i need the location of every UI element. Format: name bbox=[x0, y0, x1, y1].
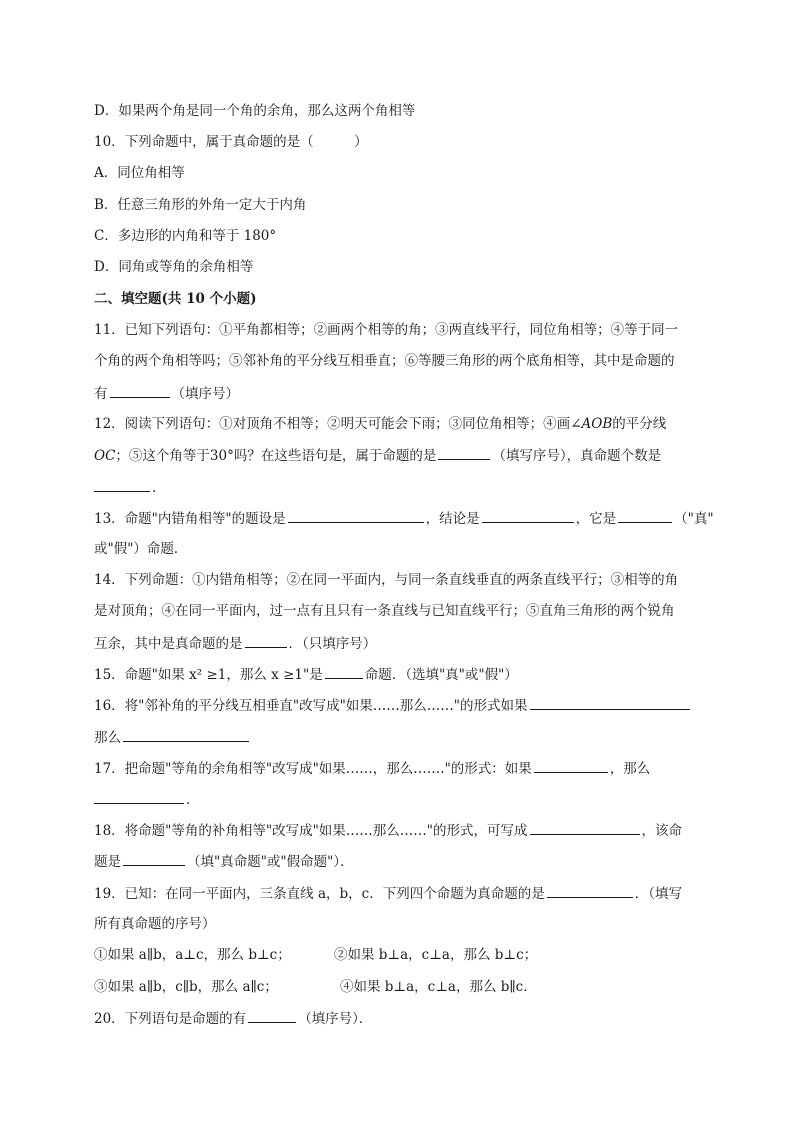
question-12-line-2 bbox=[94, 445, 661, 466]
statement-4: ④如果 b⊥a，c⊥a，那么 b∥c． bbox=[340, 979, 537, 995]
answer-blank[interactable] bbox=[547, 883, 633, 898]
text: ，那么 bbox=[609, 761, 651, 777]
question-14-line-3 bbox=[94, 633, 376, 654]
text: （"真" bbox=[674, 511, 714, 527]
text: 13．命题"内错角相等"的题设是 bbox=[94, 511, 286, 527]
text: 17．把命题"等角的余角相等"改写成"如果……，那么……."的形式：如果 bbox=[94, 761, 532, 777]
section-heading: 二、填空题(共 10 个小题) bbox=[94, 291, 257, 307]
text: 18．将命题"等角的补角相等"改写成"如果……那么……"的形式，可写成 bbox=[94, 823, 528, 839]
option-d-q10: D．同角或等角的余角相等 bbox=[94, 259, 254, 275]
question-10: 10．下列命题中，属于真命题的是（ ） bbox=[94, 134, 368, 150]
answer-blank[interactable] bbox=[534, 758, 608, 773]
question-18-line-2 bbox=[94, 851, 354, 872]
text: （填写序号），真命题个数是 bbox=[492, 448, 662, 464]
text: （填"真命题"或"假命题"）． bbox=[187, 854, 354, 870]
statement-1: ①如果 a∥b，a⊥c，那么 b⊥c； bbox=[94, 947, 291, 963]
question-16-line-1 bbox=[94, 695, 692, 716]
answer-blank[interactable] bbox=[530, 820, 640, 835]
question-17-line-1 bbox=[94, 758, 650, 779]
text: ，它是 bbox=[575, 511, 617, 527]
question-15 bbox=[94, 664, 518, 685]
question-17-line-2 bbox=[94, 789, 190, 810]
answer-blank[interactable] bbox=[325, 664, 363, 679]
text: 的平分线 bbox=[612, 416, 667, 432]
question-19-statements-1 bbox=[94, 945, 537, 965]
question-12-line-3 bbox=[94, 477, 156, 498]
answer-blank[interactable] bbox=[618, 508, 672, 523]
option-a-q10: A．同位角相等 bbox=[94, 165, 185, 181]
text: 20．下列语句是命题的有 bbox=[94, 1011, 247, 1027]
answer-blank[interactable] bbox=[245, 633, 287, 648]
text: 互余，其中是真命题的是 bbox=[94, 636, 243, 652]
text: 有 bbox=[94, 386, 108, 402]
question-13-line-1 bbox=[94, 508, 714, 529]
statement-2: ②如果 b⊥a，c⊥a，那么 b⊥c； bbox=[334, 947, 538, 963]
text: . bbox=[186, 792, 191, 808]
question-19-line-2: 所有真命题的序号） bbox=[94, 916, 216, 932]
answer-blank[interactable] bbox=[94, 789, 184, 804]
question-16-line-2 bbox=[94, 727, 251, 748]
text: ，该命 bbox=[641, 823, 683, 839]
ray-oc: OC bbox=[94, 448, 116, 464]
option-d-q9: D．如果两个角是同一个角的余角，那么这两个角相等 bbox=[94, 103, 416, 119]
text: （填序号）． bbox=[298, 1011, 373, 1027]
question-13-line-2: 或"假"）命题． bbox=[94, 541, 188, 557]
answer-blank[interactable] bbox=[530, 695, 690, 710]
question-11-line-2: 个角的两个角相等吗；⑤邻补角的平分线互相垂直；⑥等腰三角形的两个底角相等，其中是命题的 bbox=[94, 353, 675, 369]
text: ．（只填序号） bbox=[288, 636, 377, 652]
question-19-statements-2 bbox=[94, 977, 537, 997]
text: 12．阅读下列语句：①对顶角不相等；②明天可能会下雨；③同位角相等；④画 bbox=[94, 416, 571, 432]
text: ；⑤这个角等于30°吗？在这些语句是，属于命题的是 bbox=[115, 448, 437, 464]
question-11-line-1: 11．已知下列语句：①平角都相等；②画两个相等的角；③两直线平行，同位角相等；④等于同一 bbox=[94, 322, 679, 338]
question-14-line-2: 是对顶角；④在同一平面内，过一点有且只有一条直线与已知直线平行；⑤直角三角形的两个锐角 bbox=[94, 603, 675, 619]
answer-blank[interactable] bbox=[123, 851, 185, 866]
question-20 bbox=[94, 1008, 372, 1029]
text: 命题．（选填"真"或"假"） bbox=[364, 667, 518, 683]
text: 15．命题"如果 x² ≥1，那么 x ≥1"是 bbox=[94, 667, 323, 683]
question-14-line-1: 14．下列命题：①内错角相等；②在同一平面内，与同一条直线垂直的两条直线平行；③相等的角 bbox=[94, 572, 679, 588]
statement-3: ③如果 a∥b，c∥b，那么 a∥c； bbox=[94, 979, 278, 995]
text: 那么 bbox=[94, 730, 121, 746]
answer-blank[interactable] bbox=[288, 508, 424, 523]
option-c-q10: C．多边形的内角和等于 180° bbox=[94, 228, 277, 244]
text: 16．将"邻补角的平分线互相垂直"改写成"如果……那么……"的形式如果 bbox=[94, 698, 528, 714]
answer-blank[interactable] bbox=[438, 445, 490, 460]
text: . bbox=[152, 480, 157, 496]
question-12-line-1 bbox=[94, 414, 666, 434]
answer-blank[interactable] bbox=[110, 383, 170, 398]
answer-blank[interactable] bbox=[482, 508, 574, 523]
text: ，结论是 bbox=[425, 511, 480, 527]
answer-blank[interactable] bbox=[123, 727, 249, 742]
answer-blank[interactable] bbox=[248, 1008, 296, 1023]
text: 题是 bbox=[94, 854, 121, 870]
text: （填序号） bbox=[171, 386, 239, 402]
text: 19．已知：在同一平面内，三条直线 a，b，c．下列四个命题为真命题的是 bbox=[94, 886, 545, 902]
question-19-line-1 bbox=[94, 883, 682, 904]
option-b-q10: B．任意三角形的外角一定大于内角 bbox=[94, 197, 307, 213]
question-18-line-1 bbox=[94, 820, 682, 841]
angle-aob: ∠AOB bbox=[570, 416, 613, 432]
answer-blank[interactable] bbox=[94, 477, 150, 492]
text: ．（填写 bbox=[634, 886, 682, 902]
question-11-line-3 bbox=[94, 383, 239, 404]
